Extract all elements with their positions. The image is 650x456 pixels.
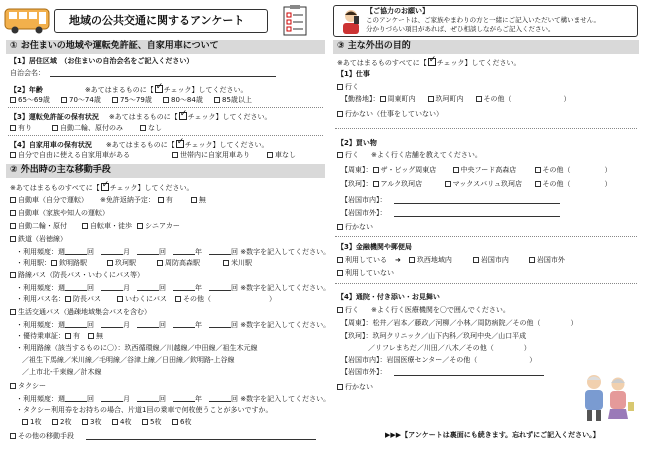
iwakuni-out-field[interactable] bbox=[394, 216, 560, 217]
bus-option[interactable]: いわくにバス bbox=[117, 296, 175, 303]
page-title: 地域の公共交通に関するアンケート bbox=[54, 9, 268, 33]
blank-field[interactable] bbox=[173, 395, 195, 402]
q2-note: ※あてはまるものに【 bbox=[84, 86, 154, 94]
bank-use bbox=[337, 257, 565, 264]
q3-note: ※あてはまるものに【 bbox=[108, 113, 178, 121]
shop-label: 【2】買い物 bbox=[337, 139, 377, 147]
q4-note2: チェック】してください。 bbox=[184, 141, 269, 149]
blank-field[interactable] bbox=[101, 248, 123, 255]
lifebus-freq: ・利用頻度：週 回 月 回 年 回 ※数字を記入してください。 bbox=[16, 321, 331, 329]
blank-field[interactable] bbox=[173, 321, 195, 328]
bank-label: 【3】金融機関や郵便局 bbox=[337, 243, 412, 251]
car-option[interactable]: 車なし bbox=[267, 151, 296, 159]
blank-field[interactable] bbox=[209, 395, 231, 402]
hosp-label: 【4】通院・付き添い・お見舞い bbox=[337, 293, 440, 301]
iwakuni-in-field[interactable] bbox=[394, 203, 560, 204]
bank-option[interactable]: 岩国市内 bbox=[473, 257, 529, 264]
opt-rail[interactable]: 鉄道（岩徳線） bbox=[10, 236, 67, 243]
bank-no-use[interactable]: 利用していない bbox=[337, 270, 394, 277]
notice-title: 【ご協力のお願い】 bbox=[366, 7, 429, 15]
blank-field[interactable] bbox=[209, 248, 231, 255]
q4-label: 【4】自家用車の保有状況 bbox=[10, 141, 92, 149]
q1-label: 【1】居住区域 （お住まいの自治会名をご記入ください） bbox=[10, 57, 194, 65]
blank-field[interactable] bbox=[65, 321, 87, 328]
hosp-out-field[interactable] bbox=[394, 375, 544, 376]
work-label: 【1】仕事 bbox=[337, 70, 370, 78]
blank-field[interactable] bbox=[101, 284, 123, 291]
bank-option[interactable]: 玖西地域内 bbox=[409, 257, 473, 264]
checklist-icon bbox=[282, 4, 308, 36]
opt-senior-car[interactable]: シニアカー bbox=[137, 222, 180, 230]
check-icon bbox=[176, 140, 184, 148]
blank-field[interactable] bbox=[173, 284, 195, 291]
opt-bus[interactable]: 路線バス（防長バス・いわくにバス等） bbox=[10, 272, 144, 279]
car-options bbox=[10, 152, 296, 159]
blank-field[interactable] bbox=[65, 248, 87, 255]
opt-car-family[interactable]: 自動車（家族や知人の運転） bbox=[10, 210, 109, 217]
blank-field[interactable] bbox=[137, 395, 159, 402]
sheet-option[interactable]: 5枚 bbox=[142, 419, 172, 426]
rail-freq: ・利用頻度：週 回 月 回 年 回 ※数字を記入してください。 bbox=[16, 248, 331, 256]
shop-option[interactable]: 中央フード高森店 bbox=[453, 167, 535, 174]
shop-no-go[interactable]: 行かない bbox=[337, 224, 373, 231]
hosp-out: 【岩国市外】： bbox=[341, 368, 387, 376]
check-icon bbox=[428, 58, 436, 66]
blank-field[interactable] bbox=[137, 284, 159, 291]
return-no[interactable]: 無 bbox=[191, 196, 206, 204]
shop-note: ※よく行く店舗を教えてください。 bbox=[371, 151, 482, 159]
opt-taxi[interactable]: タクシー bbox=[10, 383, 46, 390]
shop-iwakuni-in: 【岩国市内】： bbox=[341, 196, 387, 204]
taxi-freq: ・利用頻度：週 回 月 回 年 回 ※数字を記入してください。 bbox=[16, 395, 331, 403]
blank-field[interactable] bbox=[65, 395, 87, 402]
discount-no[interactable]: 無 bbox=[88, 332, 103, 340]
discount-pass: ・優待乗車証： 有 無 bbox=[16, 332, 103, 340]
sheet-option[interactable]: 1枚 bbox=[22, 419, 52, 426]
bus-freq: ・利用頻度：週 回 月 回 年 回 ※数字を記入してください。 bbox=[16, 284, 331, 292]
work-place: 【勤務地】： 周東町内 玖珂町内 その他（ ） bbox=[341, 95, 571, 103]
license-option[interactable]: 自動二輪、原付のみ bbox=[52, 125, 140, 132]
bus-icon bbox=[3, 6, 51, 36]
age-options bbox=[10, 97, 265, 104]
license-option[interactable]: なし bbox=[140, 124, 162, 132]
q4-note: ※あてはまるものに【 bbox=[105, 141, 175, 149]
blank-field[interactable] bbox=[173, 248, 195, 255]
notice-line2: 分かりづらい項目があれば、ぜひ相談しながらご記入ください。 bbox=[366, 25, 555, 33]
arrow-icon: ➜ bbox=[395, 256, 401, 264]
bank-use-option[interactable]: 利用している bbox=[337, 256, 387, 264]
age-option[interactable]: 80～84歳 bbox=[163, 97, 214, 104]
license-option[interactable]: 有り bbox=[10, 125, 52, 132]
work-go[interactable]: 行く bbox=[337, 84, 359, 91]
shop-shutou: 【周東】： ザ・ビッグ周東店 中央フード高森店 その他（ ） bbox=[341, 166, 612, 174]
shop-kuga: 【玖珂】： アルク玖珂店 マックスバリュ玖珂店 その他（ ） bbox=[341, 180, 612, 188]
return-yes[interactable]: 有 bbox=[158, 196, 173, 204]
s3-note2: チェック】してください。 bbox=[436, 59, 521, 67]
check-icon bbox=[179, 112, 187, 120]
route-line1[interactable]: ・利用路線（該当するものに〇）：玖西循環線／川越線／中田線／祖生木元線 bbox=[16, 344, 258, 352]
blank-field[interactable] bbox=[137, 321, 159, 328]
section-1-header: ① お住まいの地域や運転免許証、自家用車について bbox=[6, 40, 325, 54]
shop-option[interactable]: アルク玖珂店 bbox=[373, 181, 445, 188]
blank-field[interactable] bbox=[101, 321, 123, 328]
car-option[interactable]: 世帯内に自家用車あり bbox=[172, 152, 267, 159]
route-line3[interactable]: ／上市北-千束線／計木線 bbox=[22, 368, 102, 376]
workplace-option[interactable]: その他（ bbox=[476, 95, 512, 103]
q3-label: 【3】運転免許証の保有状況 bbox=[10, 113, 99, 121]
opt-bicycle[interactable]: 自転車・徒歩 bbox=[82, 223, 137, 230]
taxi-question: ・タクシー利用券をお持ちの場合、片道1回の乗車で何枚使うことが多いですか。 bbox=[16, 406, 273, 414]
bank-option[interactable]: 岩国市外 bbox=[529, 256, 565, 264]
q2-label: 【2】年齢 bbox=[10, 86, 43, 94]
section-3-header: ③ 主な外出の目的 bbox=[333, 40, 639, 54]
license-options bbox=[10, 125, 162, 132]
q3-note2: チェック】してください。 bbox=[187, 113, 272, 121]
sheet-option[interactable]: 3枚 bbox=[82, 419, 112, 426]
opt-life-bus[interactable]: 生活交通バス（過疎地域集会バスを含む） bbox=[10, 309, 151, 316]
station-option[interactable]: 周防高森駅 bbox=[157, 260, 223, 267]
shop-option[interactable]: ザ・ビッグ周東店 bbox=[373, 167, 453, 174]
hosp-kuga2[interactable]: ／リフレまちだ／川田／八木／その他（ ） bbox=[368, 344, 531, 352]
elderly-couple-icon bbox=[574, 372, 636, 422]
station-option[interactable]: 欽明路駅 bbox=[51, 260, 107, 267]
discount-yes[interactable]: 有 bbox=[65, 332, 80, 340]
workplace-option[interactable]: 玖珂町内 bbox=[428, 96, 476, 103]
phone-person-icon bbox=[339, 8, 363, 34]
hosp-shutou[interactable]: 【周東】：松井／岩本／藤政／河柳／小林／周防病院／その他（ ） bbox=[341, 319, 578, 327]
route-line2[interactable]: ／祖生下馬線／米川線／毛明線／谷津上線／日田線／欽明路-上谷線 bbox=[22, 356, 235, 364]
footer-note: ▶▶▶【アンケートは裏面にも続きます。忘れずにご記入ください。】 bbox=[385, 431, 600, 439]
other-field[interactable] bbox=[86, 439, 316, 440]
shop-option[interactable]: その他（ bbox=[535, 166, 571, 174]
car-option[interactable]: 自分で自由に使える自家用車がある bbox=[10, 152, 172, 159]
s2-note2: チェック】してください。 bbox=[109, 184, 194, 192]
shop-option[interactable]: マックスバリュ玖珂店 bbox=[445, 181, 535, 188]
section-2-header: ② 外出時の主な移動手段 bbox=[6, 164, 325, 178]
bus-option[interactable]: その他（ bbox=[175, 295, 211, 303]
hosp-go[interactable]: 行く bbox=[337, 306, 359, 314]
blank-field[interactable] bbox=[209, 284, 231, 291]
blank-field[interactable] bbox=[209, 321, 231, 328]
age-option[interactable]: 75～79歳 bbox=[112, 97, 163, 104]
hosp-note: ※よく行く医療機関を〇で囲んでください。 bbox=[371, 306, 510, 314]
workplace-option[interactable]: 周東町内 bbox=[380, 96, 428, 103]
jichikai-label: 自治会名： bbox=[10, 69, 45, 77]
station-option[interactable]: 米川駅 bbox=[223, 259, 252, 267]
bus-option[interactable]: 防長バス bbox=[65, 296, 117, 303]
return-note: ※免許返納予定： bbox=[100, 196, 155, 204]
sheet-option[interactable]: 2枚 bbox=[52, 419, 82, 426]
sheet-option[interactable]: 6枚 bbox=[172, 418, 191, 426]
s2-note: ※あてはまるものすべてに【 bbox=[10, 184, 100, 192]
taxi-sheets bbox=[22, 419, 191, 426]
opt-car-self[interactable]: 自動車（自分で運転） bbox=[10, 196, 88, 204]
jichikai-field[interactable] bbox=[50, 76, 276, 77]
opt-other[interactable]: その他の移動手段 bbox=[10, 433, 74, 440]
rail-station: ・利用駅： 欽明路駅 玖珂駅 周防高森駅 米川駅 bbox=[16, 259, 252, 267]
work-no-go[interactable]: 行かない（仕事をしていない） bbox=[337, 111, 443, 118]
age-option[interactable]: 65～69歳 bbox=[10, 97, 61, 104]
age-option[interactable]: 85歳以上 bbox=[214, 97, 265, 104]
shop-option[interactable]: その他（ bbox=[535, 180, 571, 188]
bus-name: ・利用バス名： 防長バス いわくにバス その他（ ） bbox=[16, 295, 276, 303]
blank-field[interactable] bbox=[65, 284, 87, 291]
check-icon bbox=[101, 183, 109, 191]
q2-note2: チェック】してください。 bbox=[163, 86, 248, 94]
hosp-iwakuni[interactable]: 【岩国市内】：岩国医療センター／その他（ ） bbox=[341, 356, 537, 364]
age-option[interactable]: 70～74歳 bbox=[61, 97, 112, 104]
blank-field[interactable] bbox=[137, 248, 159, 255]
notice-line1: このアンケートは、ご家族やまわりの方と一緒にご記入いただいて構いません。 bbox=[366, 16, 600, 24]
s3-note: ※あてはまるものすべてに【 bbox=[337, 59, 427, 67]
shop-go[interactable]: 行く bbox=[337, 151, 359, 159]
hosp-kuga[interactable]: 【玖珂】：玖珂クリニック／山下内科／玖珂中央／山口平成 bbox=[341, 332, 527, 340]
opt-bike[interactable]: 自動二輪・原付 bbox=[10, 223, 82, 230]
shop-iwakuni-out: 【岩国市外】： bbox=[341, 209, 387, 217]
hosp-no-go[interactable]: 行かない bbox=[337, 384, 373, 391]
station-option[interactable]: 玖珂駅 bbox=[107, 260, 157, 267]
sheet-option[interactable]: 4枚 bbox=[112, 419, 142, 426]
check-icon bbox=[155, 85, 163, 93]
blank-field[interactable] bbox=[101, 395, 123, 402]
